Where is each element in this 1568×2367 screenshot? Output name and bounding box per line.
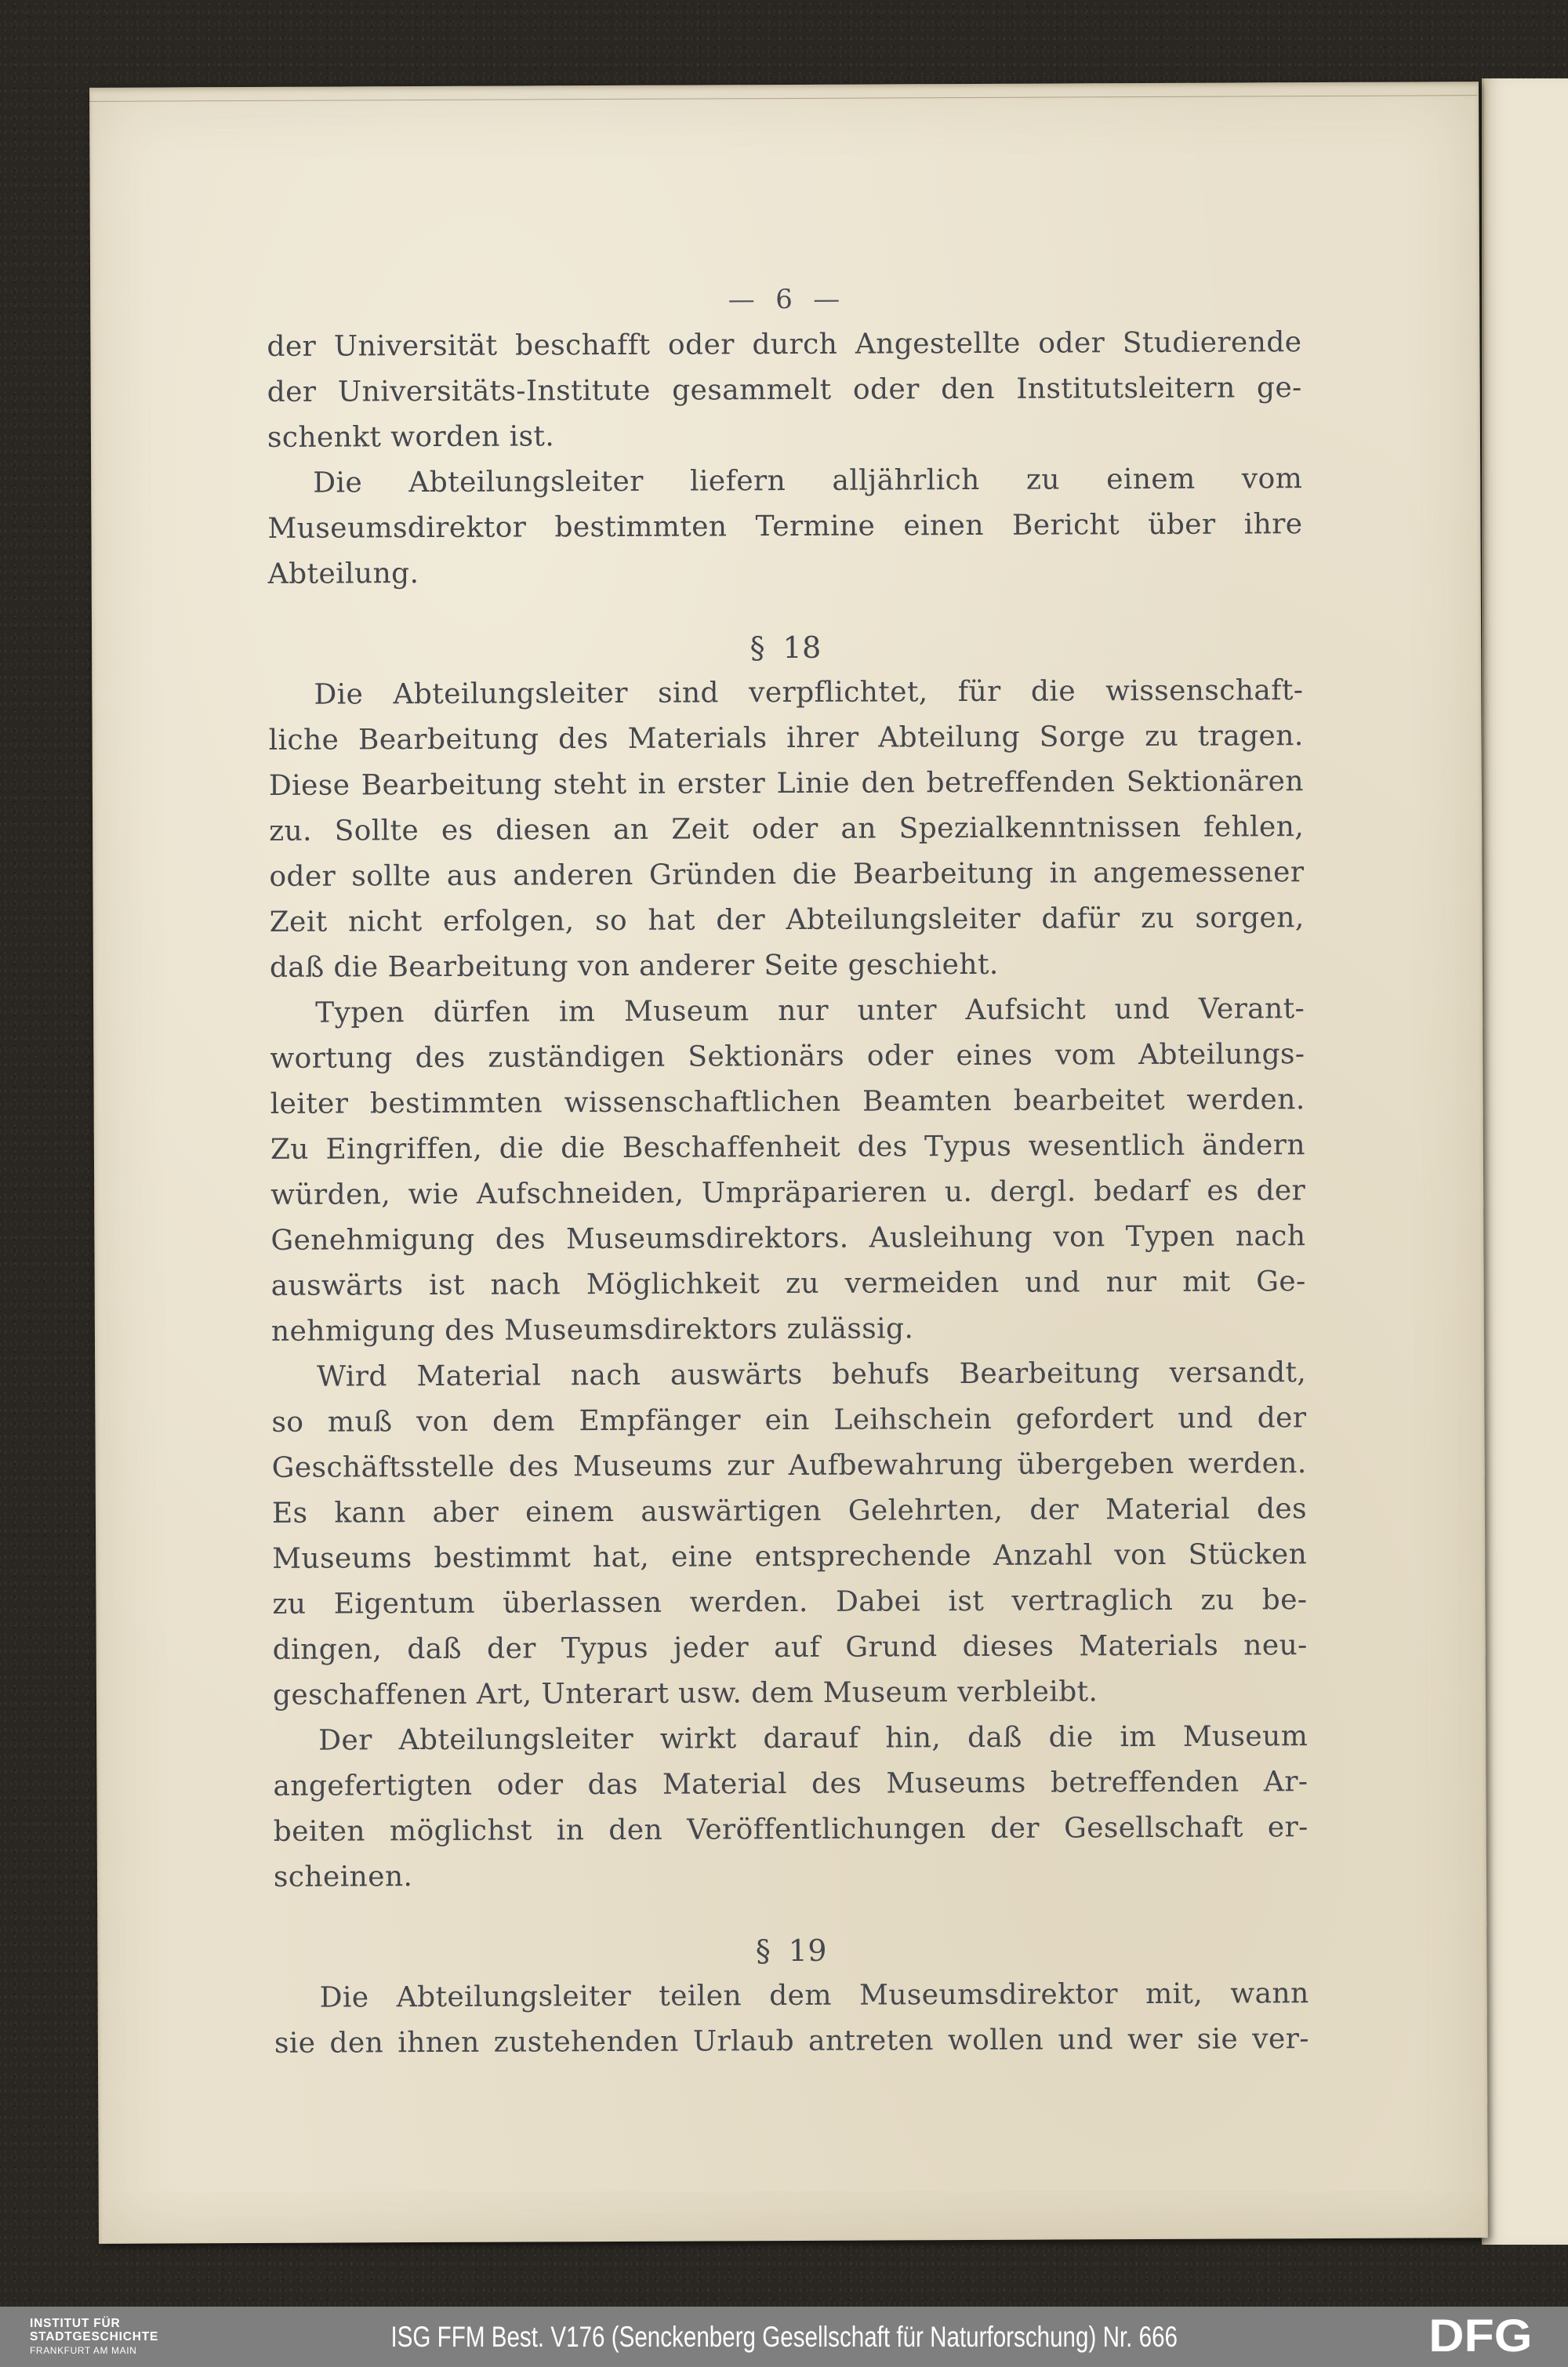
text-line: Zu Eingriffen, die die Beschaffenheit des Typus wesentlich ändern <box>270 1129 1305 1166</box>
text-line: so muß von dem Empfänger ein Leihschein gefordert und der <box>271 1402 1307 1439</box>
isg-logo-line1: INSTITUT FÜR <box>30 2316 121 2330</box>
text-line: Museums bestimmt hat, eine entsprechende Anzahl von Stücken <box>272 1538 1308 1575</box>
text-line: der Universitäts-Institute gesammelt oder den Institutsleitern ge- <box>267 372 1302 408</box>
text-line: geschaffenen Art, Unterart usw. dem Museum verbleibt. <box>272 1675 1098 1712</box>
dash-ornament: — <box>728 284 756 316</box>
section-heading: § 19 <box>755 1933 827 1969</box>
text-line: daß die Bearbeitung von anderer Seite geschieht. <box>269 948 999 984</box>
text-line: beiten möglichst in den Veröffentlichungen der Gesellschaft er- <box>273 1811 1308 1848</box>
text-line: Wird Material nach auswärts behufs Bearbeitung versandt, <box>317 1356 1307 1393</box>
text-line: Geschäftsstelle des Museums zur Aufbewahrung übergeben werden. <box>271 1447 1307 1484</box>
text-line: dingen, daß der Typus jeder auf Grund dieses Materials neu- <box>272 1629 1308 1666</box>
text-line: der Universität beschafft oder durch Angestellte oder Studierende <box>267 326 1302 363</box>
text-line: Die Abteilungsleiter sind verpflichtet, für die wissenschaft- <box>314 674 1304 711</box>
page-number-row <box>267 274 1301 325</box>
paragraph <box>274 1971 1309 2067</box>
isg-logo-line3: FRANKFURT AM MAIN <box>30 2344 137 2356</box>
paragraph <box>271 1350 1308 1719</box>
page-number: 6 <box>775 283 793 316</box>
paragraph <box>273 1714 1308 1900</box>
paragraph <box>267 320 1302 461</box>
text-line: sie den ihnen zustehenden Urlaub antreten wollen und wer sie ver- <box>274 2023 1309 2060</box>
text-line: nehmigung des Museumsdirektors zulässig. <box>270 1312 914 1348</box>
viewer-footer-bar <box>0 2307 1568 2367</box>
text-line: Diese Bearbeitung steht in erster Linie den betreffenden Sektionären <box>268 765 1304 802</box>
text-line: angefertigten oder das Material des Museums betreffenden Ar- <box>273 1766 1308 1802</box>
text-line: Abteilung. <box>267 557 419 590</box>
text-line: zu. Sollte es diesen an Zeit oder an Spezialkenntnissen fehlen, <box>269 811 1305 848</box>
dfg-logo: DFG <box>1428 2310 1532 2362</box>
adjacent-page-edge <box>1482 78 1568 2245</box>
isg-logo-line2: STADTGESCHICHTE <box>30 2329 159 2343</box>
page-text-block <box>266 82 1309 2067</box>
text-line: würden, wie Aufschneiden, Umpräparieren u. dergl. bedarf es der <box>270 1174 1306 1211</box>
text-line: schenkt worden ist. <box>267 420 555 454</box>
paragraph <box>268 668 1305 991</box>
archive-reference-text: ISG FFM Best. V176 (Senckenberg Gesellschaft für Naturforschung) Nr. 666 <box>390 2320 1178 2353</box>
paragraph <box>267 456 1303 597</box>
text-line: Der Abteilungsleiter wirkt darauf hin, daß die im Museum <box>318 1720 1308 1757</box>
text-line: Die Abteilungsleiter liefern alljährlich zu einem vom <box>313 463 1303 499</box>
paragraph <box>270 986 1306 1355</box>
document-page <box>89 82 1488 2244</box>
dash-ornament: — <box>813 283 840 315</box>
text-line: Zeit nicht erfolgen, so hat der Abteilungsleiter dafür zu sorgen, <box>269 902 1305 938</box>
text-line: Typen dürfen im Museum nur unter Aufsicht und Verant- <box>315 993 1305 1029</box>
text-line: zu Eigentum überlassen werden. Dabei ist vertraglich zu be- <box>272 1584 1308 1621</box>
text-line: scheinen. <box>273 1861 413 1893</box>
text-line: liche Bearbeitung des Materials ihrer Abteilung Sorge zu tragen. <box>268 720 1304 757</box>
text-line: leiter bestimmten wissenschaftlichen Beamten bearbeitet werden. <box>270 1084 1305 1120</box>
archive-reference-label <box>0 2321 1568 2354</box>
text-line: Die Abteilungsleiter teilen dem Museumsdirektor mit, wann <box>319 1977 1309 2014</box>
text-line: wortung des zuständigen Sektionärs oder eines vom Abteilungs- <box>270 1038 1305 1075</box>
text-line: Genehmigung des Museumsdirektors. Ausleihung von Typen nach <box>270 1220 1306 1257</box>
section-heading: § 18 <box>750 630 822 666</box>
text-line: Es kann aber einem auswärtigen Gelehrten, der Material des <box>271 1493 1308 1530</box>
page-sections <box>267 320 1309 2067</box>
text-line: auswärts ist nach Möglichkeit zu vermeiden und nur mit Ge- <box>270 1265 1306 1302</box>
text-line: Museumsdirektor bestimmten Termine einen Bericht über ihre <box>267 508 1303 545</box>
text-line: oder sollte aus anderen Gründen die Bearbeitung in angemessener <box>269 856 1305 893</box>
